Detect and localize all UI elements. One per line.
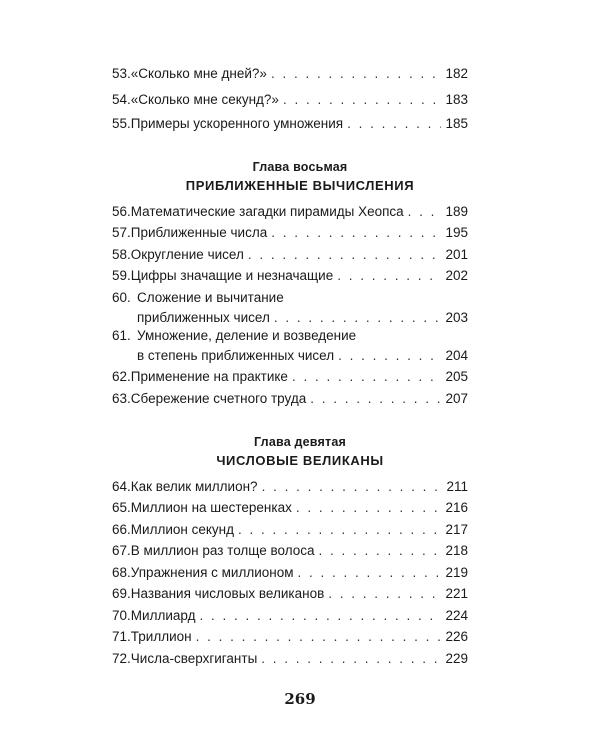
toc-entry-64 — [112, 477, 468, 497]
dot-leader — [271, 223, 441, 243]
toc-entry-65 — [112, 498, 468, 518]
entry-title: Сложение и вычитание — [137, 290, 284, 305]
entry-title: Числа-сверхгиганты — [130, 651, 258, 666]
dot-leader — [298, 563, 442, 583]
entry-title: Цифры значащие и незначащие — [130, 268, 334, 283]
toc-entry-61 — [112, 326, 468, 366]
dot-leader — [248, 245, 442, 265]
toc-entry-62 — [112, 367, 468, 387]
entry-page: 204 — [445, 348, 468, 363]
chapter-label: Глава восьмая — [252, 160, 348, 174]
dot-leader — [261, 649, 441, 669]
dot-leader — [337, 266, 441, 286]
chapter-label: Глава девятая — [254, 435, 346, 449]
dot-leader — [296, 498, 442, 518]
entry-title-continued: в степень приближенных чисел — [137, 348, 335, 363]
entry-page: 217 — [445, 522, 468, 537]
toc-entry-68 — [112, 563, 468, 583]
entry-title: Примеры ускоренного умножения — [130, 116, 344, 131]
entry-page: 224 — [445, 608, 468, 623]
toc-entry-70 — [112, 606, 468, 626]
entry-title: Умножение, деление и возведение — [137, 328, 357, 343]
entry-number: 62. — [112, 369, 131, 384]
entry-number: 55. — [112, 116, 131, 131]
chapter-title: ПРИБЛИЖЕННЫЕ ВЫЧИСЛЕНИЯ — [185, 178, 415, 193]
toc-entry-71 — [112, 627, 468, 647]
dot-leader — [292, 367, 442, 387]
dot-leader — [310, 389, 441, 409]
entry-page: 211 — [446, 479, 468, 494]
toc-entry-60 — [112, 288, 468, 328]
chapter-title: ЧИСЛОВЫЕ ВЕЛИКАНЫ — [216, 453, 384, 468]
entry-number: 70. — [112, 608, 131, 623]
toc-entry-72 — [112, 649, 468, 669]
toc-entry-55 — [112, 114, 468, 134]
entry-page: 201 — [445, 247, 468, 262]
dot-leader — [199, 606, 441, 626]
entry-page: 221 — [445, 586, 468, 601]
entry-title: Применение на практике — [130, 369, 288, 384]
toc-entry-57 — [112, 223, 468, 243]
dot-leader — [283, 90, 442, 110]
entry-page: 189 — [445, 204, 468, 219]
entry-number: 66. — [112, 522, 131, 537]
entry-title: Приближенные числа — [130, 225, 268, 240]
entry-number: 56. — [112, 204, 131, 219]
toc-entry-53 — [112, 64, 468, 84]
entry-number: 53. — [112, 66, 131, 81]
toc-entry-54 — [112, 90, 468, 110]
entry-number: 54. — [112, 92, 131, 107]
entry-title: Триллион — [130, 629, 192, 644]
toc-entry-58 — [112, 245, 468, 265]
entry-number: 68. — [112, 565, 131, 580]
entry-page: 216 — [445, 500, 468, 515]
entry-number: 58. — [112, 247, 131, 262]
dot-leader — [274, 308, 442, 328]
toc-entry-67 — [112, 541, 468, 561]
entry-page: 219 — [445, 565, 468, 580]
dot-leader — [408, 202, 442, 222]
dot-leader — [196, 627, 442, 647]
entry-page: 182 — [445, 66, 468, 81]
entry-title: Округление чисел — [130, 247, 244, 262]
entry-number: 67. — [112, 543, 131, 558]
entry-title: «Сколько мне дней?» — [130, 66, 267, 81]
entry-number: 63. — [112, 391, 131, 406]
entry-title: Миллиард — [130, 608, 196, 623]
entry-page: 202 — [445, 268, 468, 283]
dot-leader — [271, 64, 442, 84]
toc-entry-63 — [112, 389, 468, 409]
entry-title: Математические загадки пирамиды Хеопса — [130, 204, 404, 219]
entry-page: 185 — [445, 116, 468, 131]
entry-number: 65. — [112, 500, 131, 515]
dot-leader — [319, 541, 442, 561]
entry-page: 218 — [445, 543, 468, 558]
entry-title: Сбережение счетного труда — [130, 391, 307, 406]
toc-entry-69 — [112, 584, 468, 604]
entry-title: Названия числовых великанов — [130, 586, 325, 601]
entry-number: 64. — [112, 479, 131, 494]
toc-entry-56 — [112, 202, 468, 222]
page-number: 269 — [284, 690, 316, 708]
entry-title: Упражнения с миллионом — [130, 565, 294, 580]
entry-number: 61. — [112, 328, 131, 343]
entry-page: 203 — [445, 310, 468, 325]
dot-leader — [262, 477, 443, 497]
entry-page: 195 — [445, 225, 468, 240]
entry-page: 229 — [445, 651, 468, 666]
entry-title: Как велик миллион? — [130, 479, 258, 494]
entry-page: 226 — [445, 629, 468, 644]
entry-number: 60. — [112, 290, 131, 305]
entry-title: Миллион на шестеренках — [130, 500, 292, 515]
toc-entry-59 — [112, 266, 468, 286]
dot-leader — [347, 114, 441, 134]
dot-leader — [328, 584, 441, 604]
entry-page: 205 — [445, 369, 468, 384]
entry-title: В миллион раз толще волоса — [130, 543, 315, 558]
entry-title: «Сколько мне секунд?» — [130, 92, 279, 107]
entry-title-continued: приближенных чисел — [137, 310, 270, 325]
entry-number: 71. — [112, 629, 131, 644]
entry-page: 183 — [445, 92, 468, 107]
entry-number: 57. — [112, 225, 131, 240]
entry-number: 69. — [112, 586, 131, 601]
entry-title: Миллион секунд — [130, 522, 234, 537]
entry-number: 59. — [112, 268, 131, 283]
toc-entry-66 — [112, 520, 468, 540]
entry-page: 207 — [445, 391, 468, 406]
dot-leader — [338, 346, 441, 366]
entry-number: 72. — [112, 651, 131, 666]
dot-leader — [238, 520, 441, 540]
